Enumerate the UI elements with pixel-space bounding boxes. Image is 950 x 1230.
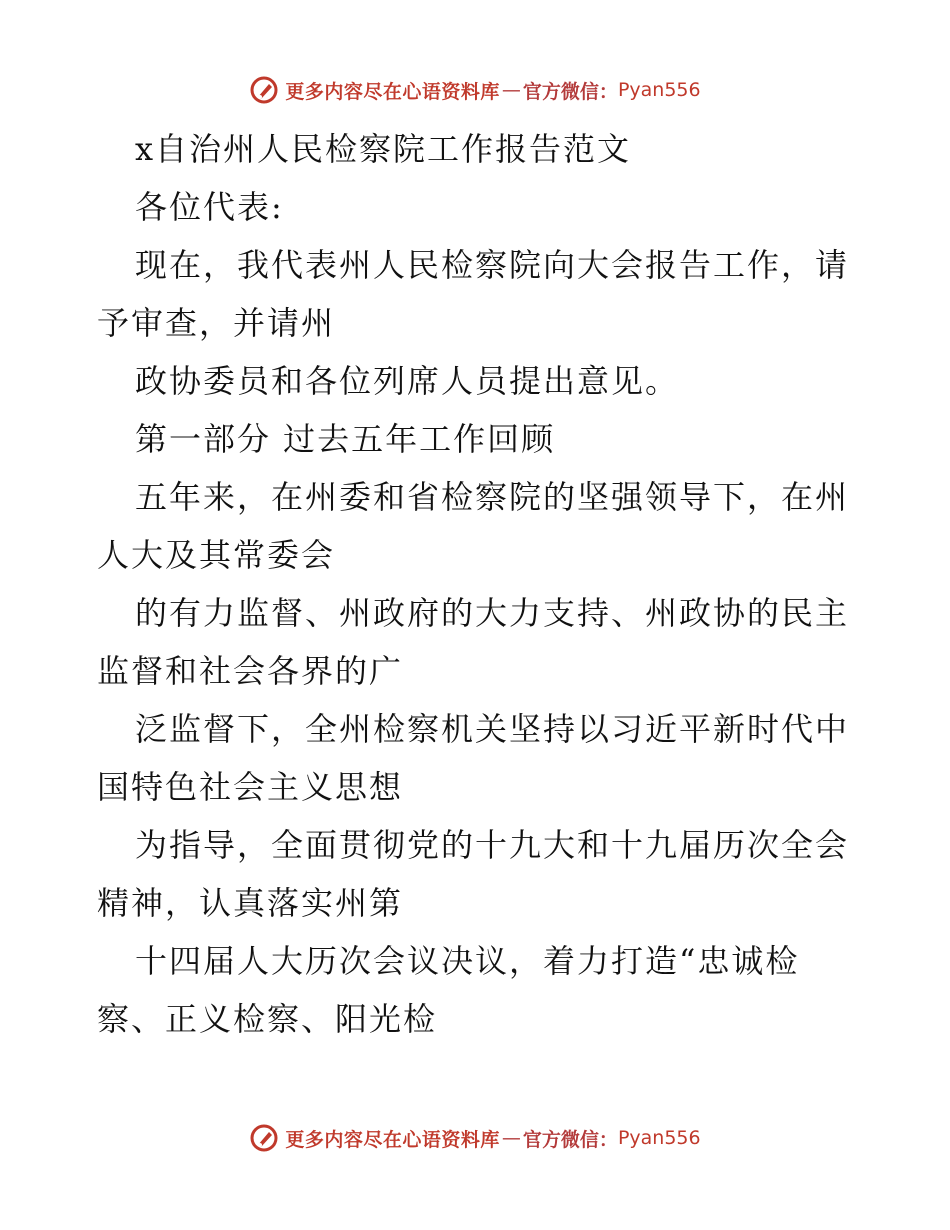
paragraph-line: 十四届人大历次会议决议，着力打造“忠诚检 [135, 942, 800, 980]
salutation: 各位代表: [135, 188, 284, 226]
section-heading: 第一部分 过去五年工作回顾 [135, 420, 556, 458]
banner-wechat-id: Pyan556 [617, 1127, 701, 1149]
paragraph-line: 泛监督下，全州检察机关坚持以习近平新时代中 [135, 710, 850, 748]
paragraph-line: 的有力监督、州政府的大力支持、州政协的民主 [135, 594, 850, 632]
paragraph-line: 为指导，全面贯彻党的十九大和十九届历次全会 [135, 826, 850, 864]
footer-watermark [0, 1118, 950, 1158]
paragraph-line: 察、正义检察、阳光检 [97, 1000, 438, 1038]
banner-wechat-id: Pyan556 [617, 79, 701, 101]
paragraph-line: 政协委员和各位列席人员提出意见。 [135, 362, 680, 400]
pen-logo-icon [249, 75, 279, 105]
paragraph-line: 人大及其常委会 [97, 536, 336, 574]
paragraph-line: 监督和社会各界的广 [97, 652, 404, 690]
header-watermark [0, 70, 950, 110]
pen-logo-icon [249, 1123, 279, 1153]
banner-dash: — [501, 79, 521, 101]
banner-site-text: 更多内容尽在心语资料库 [285, 80, 500, 103]
paragraph-line: 精神，认真落实州第 [97, 884, 404, 922]
paragraph-line: 国特色社会主义思想 [97, 768, 404, 806]
banner-wechat-label: 官方微信： [522, 1128, 618, 1151]
document-body [97, 120, 857, 1048]
banner-wechat-label: 官方微信： [522, 80, 618, 103]
banner-dash: — [501, 1127, 521, 1149]
paragraph-line: 五年来，在州委和省检察院的坚强领导下，在州 [135, 478, 850, 516]
document-title: x自治州人民检察院工作报告范文 [135, 130, 632, 168]
banner-site-text: 更多内容尽在心语资料库 [285, 1128, 500, 1151]
paragraph-line: 予审查，并请州 [97, 304, 336, 342]
paragraph-line: 现在，我代表州人民检察院向大会报告工作，请 [135, 246, 850, 284]
